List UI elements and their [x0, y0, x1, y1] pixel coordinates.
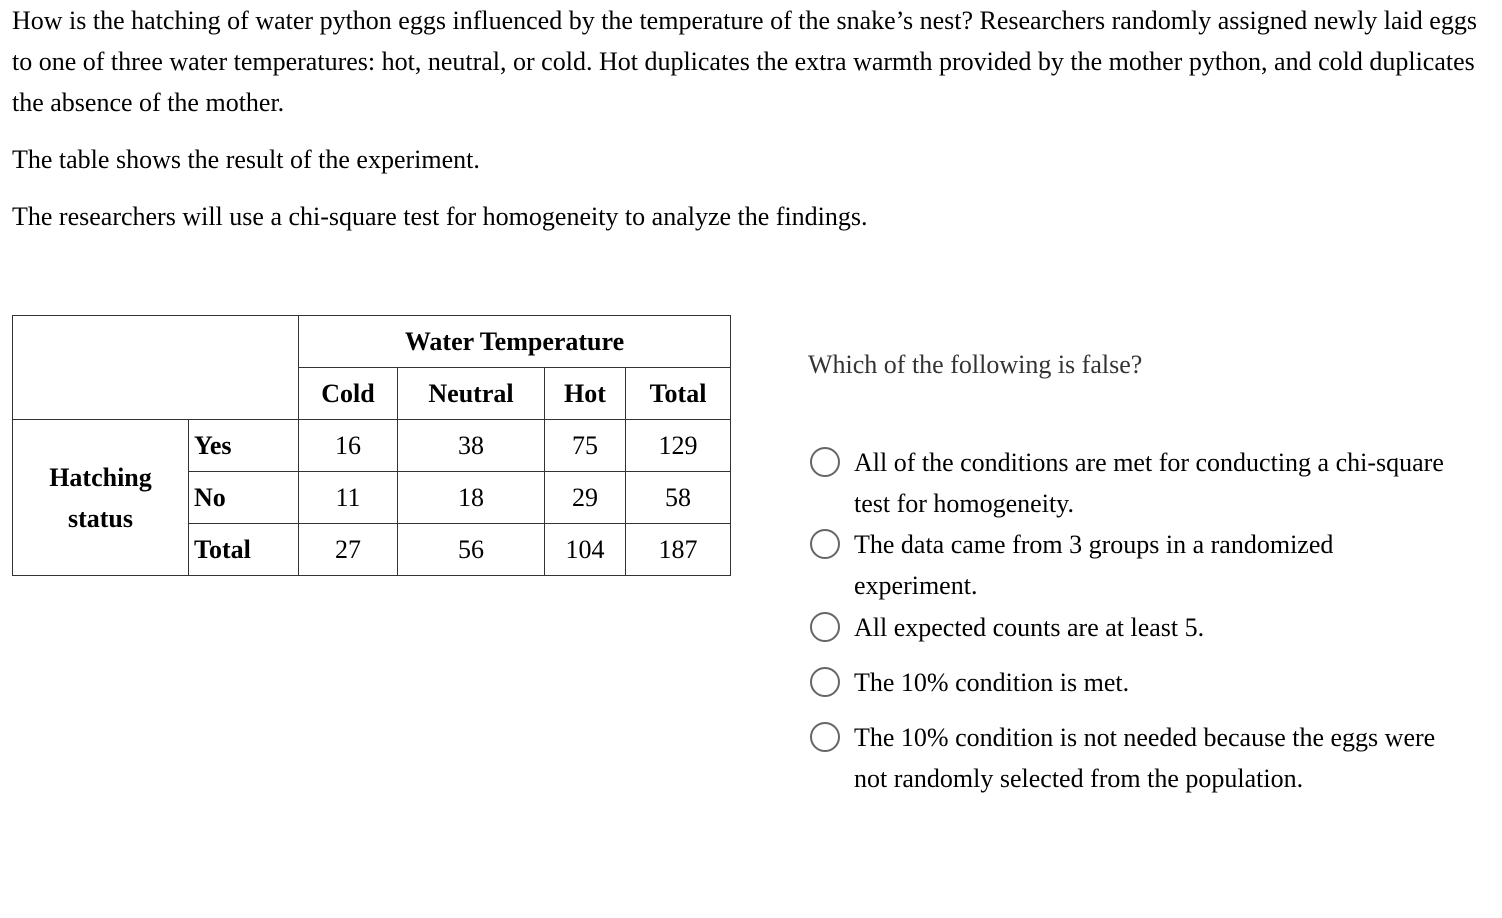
option-label[interactable]: The 10% condition is met.	[854, 668, 1130, 697]
radio-button[interactable]	[810, 612, 840, 642]
table-row	[13, 420, 731, 472]
method-text: The researchers will use a chi-square test for homogeneity to analyze the findings.	[12, 202, 868, 231]
table-cell: 56	[398, 524, 545, 576]
question-prompt: Which of the following is false?	[808, 350, 1143, 379]
table-cell: 129	[626, 420, 731, 472]
table-cell: 16	[299, 420, 398, 472]
radio-button[interactable]	[810, 667, 840, 697]
intro-paragraph: How is the hatching of water python eggs influenced by the temperature of the snake’s nest? Researchers randomly assigned newly laid eggs to one of three water temperatures: hot, neutral, or cold. Hot duplicates the extra warmth provided by the mother python, and cold duplicates the absence of the mother.	[12, 6, 1477, 117]
option-label[interactable]: All of the conditions are met for conducting a chi-square test for homogeneity.	[854, 448, 1444, 518]
answer-options	[810, 442, 1450, 799]
group-header: Water Temperature	[299, 316, 731, 368]
column-header: Neutral	[398, 368, 545, 420]
table-cell: 27	[299, 524, 398, 576]
row-group-label: Hatching status	[13, 420, 189, 576]
option-5[interactable]	[810, 717, 1450, 799]
option-label[interactable]: The data came from 3 groups in a randomized experiment.	[854, 530, 1334, 600]
option-2[interactable]	[810, 524, 1450, 606]
row-label: Yes	[189, 420, 299, 472]
option-4[interactable]	[810, 662, 1450, 703]
table-cell: 29	[545, 472, 626, 524]
table-corner	[13, 316, 299, 420]
table-intro-text: The table shows the result of the experiment.	[12, 145, 480, 174]
contingency-table	[12, 315, 731, 576]
column-header: Hot	[545, 368, 626, 420]
option-1[interactable]	[810, 442, 1450, 524]
row-label: No	[189, 472, 299, 524]
option-label[interactable]: The 10% condition is not needed because the eggs were not randomly selected from the population.	[854, 723, 1436, 793]
table-cell: 18	[398, 472, 545, 524]
question-stem	[12, 0, 1496, 237]
table-cell: 38	[398, 420, 545, 472]
table-cell: 11	[299, 472, 398, 524]
option-label[interactable]: All expected counts are at least 5.	[854, 613, 1205, 642]
radio-button[interactable]	[810, 722, 840, 752]
column-header: Total	[626, 368, 731, 420]
radio-button[interactable]	[810, 447, 840, 477]
radio-button[interactable]	[810, 529, 840, 559]
table-cell: 187	[626, 524, 731, 576]
row-label: Total	[189, 524, 299, 576]
column-header: Cold	[299, 368, 398, 420]
table-cell: 104	[545, 524, 626, 576]
option-3[interactable]	[810, 607, 1450, 648]
table-cell: 58	[626, 472, 731, 524]
table-cell: 75	[545, 420, 626, 472]
